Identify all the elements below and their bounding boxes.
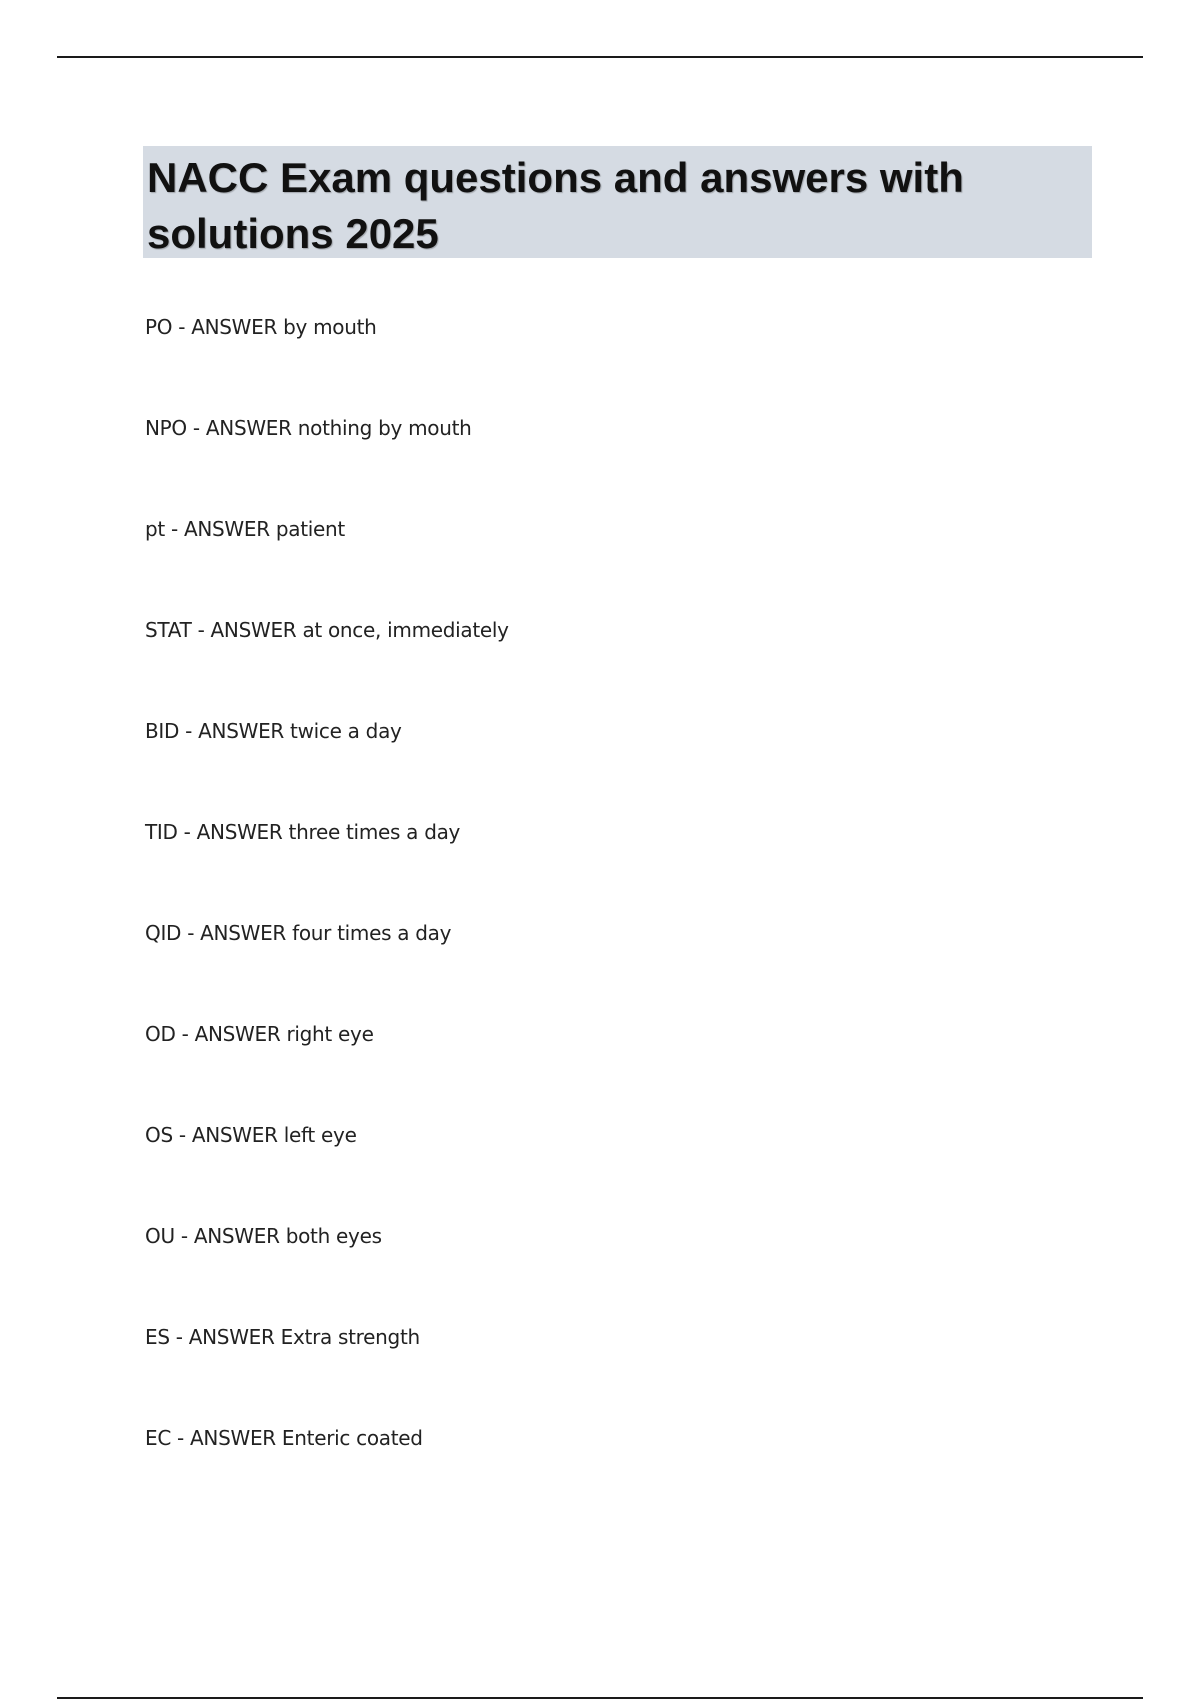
qa-item-bid: BID - ANSWER twice a day [145,719,402,743]
qa-item-od: OD - ANSWER right eye [145,1022,374,1046]
qa-item-es: ES - ANSWER Extra strength [145,1325,420,1349]
qa-list [145,313,509,1525]
title-banner [143,146,1092,258]
qa-item-pt: pt - ANSWER patient [145,517,345,541]
qa-item-ou: OU - ANSWER both eyes [145,1224,382,1248]
qa-item-npo: NPO - ANSWER nothing by mouth [145,416,472,440]
qa-item-qid: QID - ANSWER four times a day [145,921,452,945]
qa-item-ec: EC - ANSWER Enteric coated [145,1426,423,1450]
header-rule [57,56,1143,58]
qa-item-stat: STAT - ANSWER at once, immediately [145,618,509,642]
qa-item-tid: TID - ANSWER three times a day [145,820,461,844]
footer-rule [57,1697,1143,1699]
document-title: NACC Exam questions and answers with solutions 2025 [147,154,964,257]
qa-item-po: PO - ANSWER by mouth [145,315,377,339]
qa-item-os: OS - ANSWER left eye [145,1123,357,1147]
